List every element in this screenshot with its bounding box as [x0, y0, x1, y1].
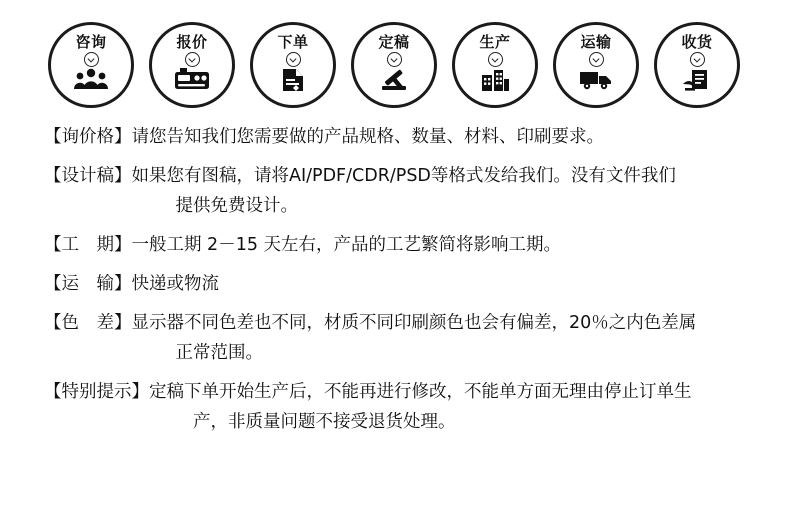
term-text-line1: 如果您有图稿，请将AI/PDF/CDR/PSD等格式发给我们。没有文件我们 — [131, 166, 676, 186]
hand-receipt-icon — [683, 68, 711, 92]
step-label: 定稿 — [378, 33, 410, 51]
people-icon — [74, 68, 108, 90]
step-label: 下单 — [277, 33, 309, 51]
calculator-icon — [174, 68, 210, 90]
term-row — [44, 161, 744, 221]
term-row — [44, 308, 744, 368]
step-order — [250, 22, 336, 108]
chevron-down-icon — [185, 52, 200, 67]
factory-icon — [480, 68, 510, 92]
step-shipping — [553, 22, 639, 108]
truck-icon — [579, 68, 613, 90]
term-row — [44, 269, 744, 299]
step-quote — [149, 22, 235, 108]
term-row — [44, 122, 744, 152]
term-text: 请您告知我们您需要做的产品规格、数量、材料、印刷要求。 — [131, 127, 604, 147]
term-text: 一般工期 2－15 天左右，产品的工艺繁简将影响工期。 — [131, 235, 562, 255]
term-tag: 【运 输】 — [44, 274, 132, 294]
chevron-down-icon — [286, 52, 301, 67]
chevron-down-icon — [84, 52, 99, 67]
term-text-line2: 正常范围。 — [175, 343, 263, 363]
term-text-line2: 产，非质量问题不接受退货处理。 — [193, 412, 456, 432]
chevron-down-icon — [589, 52, 604, 67]
step-receive — [654, 22, 740, 108]
term-text-line1: 定稿下单开始生产后，不能再进行修改，不能单方面无理由停止订单生 — [149, 382, 692, 402]
terms-list — [0, 108, 788, 437]
term-text — [132, 308, 745, 368]
term-tag: 【特别提示】 — [44, 382, 149, 402]
process-steps — [0, 0, 788, 108]
term-row — [44, 377, 744, 437]
document-order-icon — [280, 68, 306, 92]
term-tag: 【工 期】 — [44, 235, 132, 255]
term-text: 快递或物流 — [131, 274, 219, 294]
term-text-line1: 显示器不同色差也不同，材质不同印刷颜色也会有偏差，20％之内色差属 — [131, 313, 697, 333]
step-production — [452, 22, 538, 108]
step-label: 收货 — [681, 33, 713, 51]
chevron-down-icon — [488, 52, 503, 67]
term-text-line2: 提供免费设计。 — [175, 196, 298, 216]
step-label: 运输 — [580, 33, 612, 51]
step-label: 报价 — [176, 33, 208, 51]
term-tag: 【设计稿】 — [44, 166, 132, 186]
step-consult — [48, 22, 134, 108]
step-finalize — [351, 22, 437, 108]
chevron-down-icon — [387, 52, 402, 67]
step-label: 生产 — [479, 33, 511, 51]
term-text — [149, 377, 744, 437]
term-row — [44, 230, 744, 260]
term-tag: 【色 差】 — [44, 313, 132, 333]
gavel-icon — [379, 68, 409, 92]
step-label: 咨询 — [75, 33, 107, 51]
chevron-down-icon — [690, 52, 705, 67]
term-tag: 【询价格】 — [44, 127, 132, 147]
term-text — [132, 161, 745, 221]
